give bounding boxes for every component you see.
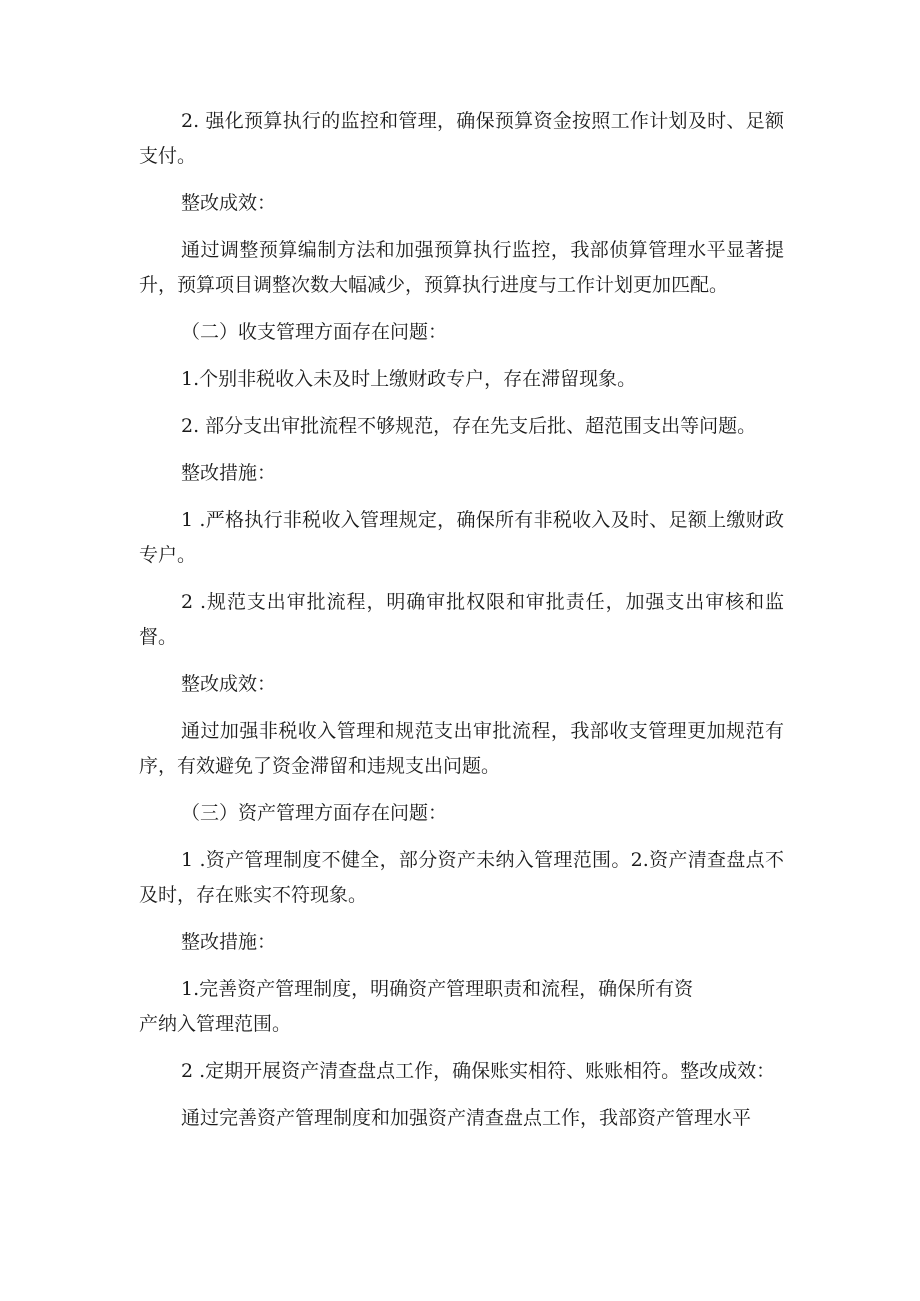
- paragraph-measure-approval: 2 .规范支出审批流程，明确审批权限和审批责任，加强支出审核和监督。: [139, 591, 784, 648]
- paragraph-measure-asset-system-cont: 产纳入管理范围。: [139, 1013, 292, 1035]
- section-heading-revenue-expenditure: （二）收支管理方面存在问题：: [181, 321, 448, 343]
- paragraph-budget-result: 通过调整预算编制方法和加强预算执行监控，我部侦算管理水平显著提升，预算项目调整次数大幅减少，预算执行进度与工作计划更加匹配。: [139, 239, 784, 296]
- document-body: [139, 104, 784, 1136]
- paragraph-revenue-result: 通过加强非税收入管理和规范支出审批流程，我部收支管理更加规范有序，有效避免了资金滞留和违规支出问题。: [139, 720, 784, 777]
- paragraph-issue-approval: 2. 部分支出审批流程不够规范，存在先支后批、超范围支出等问题。: [181, 415, 757, 437]
- paragraph-asset-result: 通过完善资产管理制度和加强资产清查盘点工作，我部资产管理水平: [181, 1107, 752, 1129]
- heading-rectification-measures: 整改措施：: [181, 931, 277, 953]
- paragraph-issue-non-tax: 1.个别非税收入未及时上缴财政专户，存在滞留现象。: [181, 368, 637, 390]
- paragraph-budget-monitoring: 2. 强化预算执行的监控和管理，确保预算资金按照工作计划及时、足额支付。: [139, 110, 784, 167]
- heading-rectification-result: 整改成效：: [181, 673, 277, 695]
- paragraph-measure-asset-system: 1.完善资产管理制度，明确资产管理职责和流程，确保所有资: [181, 978, 694, 1000]
- paragraph-measure-asset-inventory: 2 .定期开展资产清查盘点工作，确保账实相符、账账相符。整改成效：: [181, 1060, 776, 1082]
- paragraph-issue-asset: 1 .资产管理制度不健全，部分资产未纳入管理范围。2.资产清查盘点不及时，存在账实不符现象。: [139, 849, 784, 906]
- section-heading-asset-management: （三）资产管理方面存在问题：: [181, 802, 448, 824]
- heading-rectification-result: 整改成效：: [181, 192, 277, 214]
- heading-rectification-measures: 整改措施：: [181, 462, 277, 484]
- paragraph-measure-non-tax: 1 .严格执行非税收入管理规定，确保所有非税收入及时、足额上缴财政专户。: [139, 509, 784, 566]
